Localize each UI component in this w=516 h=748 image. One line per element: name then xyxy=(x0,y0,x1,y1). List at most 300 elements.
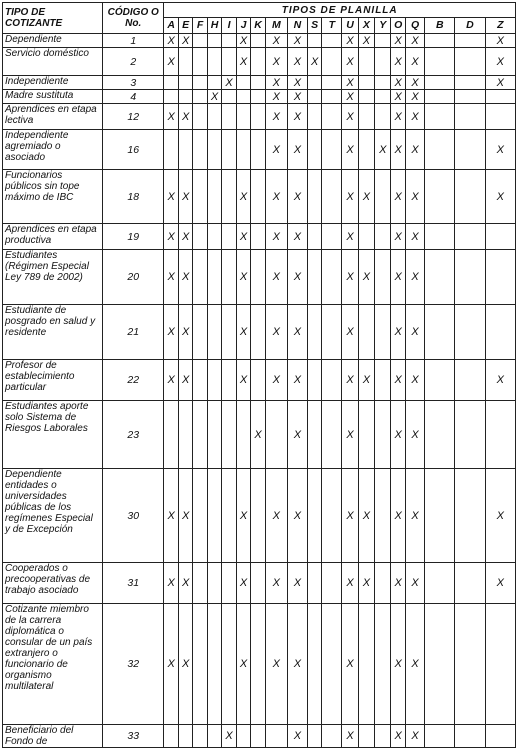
cotizante-code: 1 xyxy=(103,34,164,48)
mark-z: X xyxy=(485,469,515,563)
empty-cell xyxy=(307,224,321,250)
mark-x: X xyxy=(358,34,374,48)
mark-e: X xyxy=(178,170,192,224)
empty-cell xyxy=(207,725,222,748)
cotizante-code: 32 xyxy=(103,604,164,725)
empty-cell xyxy=(307,104,321,130)
empty-cell xyxy=(322,170,342,224)
empty-cell xyxy=(164,401,179,469)
empty-cell xyxy=(207,360,222,401)
cotizante-name: Profesor de establecimiento particular xyxy=(3,360,103,401)
mark-q: X xyxy=(405,90,424,104)
empty-cell xyxy=(207,48,222,76)
empty-cell xyxy=(455,401,485,469)
cotizante-code: 23 xyxy=(103,401,164,469)
empty-cell xyxy=(193,725,207,748)
mark-a: X xyxy=(164,604,179,725)
table-row xyxy=(3,170,516,224)
cotizante-name: Estudiantes aporte solo Sistema de Riesgos Laborales xyxy=(3,401,103,469)
empty-cell xyxy=(375,250,391,305)
mark-m: X xyxy=(265,76,287,90)
mark-o: X xyxy=(391,224,406,250)
empty-cell xyxy=(307,469,321,563)
empty-cell xyxy=(193,170,207,224)
cotizante-code: 21 xyxy=(103,305,164,360)
mark-q: X xyxy=(405,104,424,130)
table-row xyxy=(3,48,516,76)
cotizante-name: Servicio doméstico xyxy=(3,48,103,76)
empty-cell xyxy=(485,604,515,725)
mark-n: X xyxy=(287,90,307,104)
empty-cell xyxy=(222,563,236,604)
cotizante-code: 2 xyxy=(103,48,164,76)
empty-cell xyxy=(178,76,192,90)
empty-cell xyxy=(207,104,222,130)
cotizante-name: Madre sustituta xyxy=(3,90,103,104)
empty-cell xyxy=(425,170,455,224)
mark-u: X xyxy=(342,563,358,604)
mark-x: X xyxy=(358,250,374,305)
mark-m: X xyxy=(265,90,287,104)
cotizante-name: Cotizante miembro de la carrera diplomática o consular de un país extranjero o funcionario de organismo multilateral xyxy=(3,604,103,725)
planilla-letter-d: D xyxy=(455,18,485,34)
empty-cell xyxy=(251,104,266,130)
empty-cell xyxy=(222,34,236,48)
planilla-letter-n: N xyxy=(287,18,307,34)
empty-cell xyxy=(375,563,391,604)
mark-q: X xyxy=(405,76,424,90)
mark-u: X xyxy=(342,224,358,250)
mark-a: X xyxy=(164,305,179,360)
mark-x: X xyxy=(358,563,374,604)
empty-cell xyxy=(455,563,485,604)
planilla-letter-e: E xyxy=(178,18,192,34)
mark-o: X xyxy=(391,401,406,469)
table-row xyxy=(3,224,516,250)
empty-cell xyxy=(375,725,391,748)
empty-cell xyxy=(425,360,455,401)
table-row xyxy=(3,76,516,90)
mark-u: X xyxy=(342,469,358,563)
empty-cell xyxy=(222,250,236,305)
empty-cell xyxy=(207,224,222,250)
empty-cell xyxy=(164,725,179,748)
empty-cell xyxy=(322,34,342,48)
mark-u: X xyxy=(342,104,358,130)
empty-cell xyxy=(307,305,321,360)
empty-cell xyxy=(322,360,342,401)
empty-cell xyxy=(207,469,222,563)
empty-cell xyxy=(375,104,391,130)
empty-cell xyxy=(251,170,266,224)
empty-cell xyxy=(222,469,236,563)
empty-cell xyxy=(193,76,207,90)
mark-q: X xyxy=(405,360,424,401)
empty-cell xyxy=(375,469,391,563)
mark-i: X xyxy=(222,76,236,90)
mark-o: X xyxy=(391,563,406,604)
mark-o: X xyxy=(391,76,406,90)
planilla-letter-a: A xyxy=(164,18,179,34)
mark-s: X xyxy=(307,48,321,76)
mark-o: X xyxy=(391,130,406,170)
empty-cell xyxy=(236,104,250,130)
empty-cell xyxy=(307,725,321,748)
mark-o: X xyxy=(391,604,406,725)
empty-cell xyxy=(358,90,374,104)
mark-n: X xyxy=(287,170,307,224)
empty-cell xyxy=(358,130,374,170)
table-row xyxy=(3,725,516,748)
planilla-letter-q: Q xyxy=(405,18,424,34)
mark-m: X xyxy=(265,360,287,401)
cotizante-code: 30 xyxy=(103,469,164,563)
planilla-letter-t: T xyxy=(322,18,342,34)
empty-cell xyxy=(425,130,455,170)
empty-cell xyxy=(358,604,374,725)
empty-cell xyxy=(207,563,222,604)
empty-cell xyxy=(358,48,374,76)
mark-m: X xyxy=(265,563,287,604)
mark-n: X xyxy=(287,305,307,360)
empty-cell xyxy=(164,76,179,90)
empty-cell xyxy=(236,401,250,469)
mark-m: X xyxy=(265,34,287,48)
mark-q: X xyxy=(405,469,424,563)
mark-e: X xyxy=(178,604,192,725)
cotizante-name: Independiente xyxy=(3,76,103,90)
empty-cell xyxy=(307,76,321,90)
table-row xyxy=(3,130,516,170)
empty-cell xyxy=(425,90,455,104)
mark-a: X xyxy=(164,563,179,604)
mark-o: X xyxy=(391,48,406,76)
empty-cell xyxy=(251,305,266,360)
mark-n: X xyxy=(287,76,307,90)
mark-q: X xyxy=(405,305,424,360)
empty-cell xyxy=(178,725,192,748)
empty-cell xyxy=(251,224,266,250)
planilla-letter-m: M xyxy=(265,18,287,34)
mark-j: X xyxy=(236,170,250,224)
mark-a: X xyxy=(164,360,179,401)
mark-j: X xyxy=(236,34,250,48)
empty-cell xyxy=(207,170,222,224)
empty-cell xyxy=(164,90,179,104)
cotizante-planilla-table xyxy=(2,2,516,748)
mark-q: X xyxy=(405,170,424,224)
empty-cell xyxy=(193,90,207,104)
empty-cell xyxy=(222,90,236,104)
empty-cell xyxy=(164,130,179,170)
empty-cell xyxy=(455,469,485,563)
empty-cell xyxy=(222,224,236,250)
mark-u: X xyxy=(342,76,358,90)
mark-u: X xyxy=(342,401,358,469)
planilla-letter-h: H xyxy=(207,18,222,34)
tipo-cotizante-header: TIPO DE COTIZANTE xyxy=(3,3,103,34)
empty-cell xyxy=(307,250,321,305)
empty-cell xyxy=(455,250,485,305)
empty-cell xyxy=(375,401,391,469)
empty-cell xyxy=(251,563,266,604)
empty-cell xyxy=(307,130,321,170)
mark-m: X xyxy=(265,305,287,360)
mark-q: X xyxy=(405,563,424,604)
empty-cell xyxy=(307,360,321,401)
planilla-letter-b: B xyxy=(425,18,455,34)
empty-cell xyxy=(455,170,485,224)
planilla-letter-i: I xyxy=(222,18,236,34)
empty-cell xyxy=(251,469,266,563)
empty-cell xyxy=(207,401,222,469)
empty-cell xyxy=(375,48,391,76)
empty-cell xyxy=(375,170,391,224)
mark-n: X xyxy=(287,34,307,48)
empty-cell xyxy=(358,104,374,130)
mark-e: X xyxy=(178,563,192,604)
cotizante-code: 16 xyxy=(103,130,164,170)
mark-o: X xyxy=(391,360,406,401)
empty-cell xyxy=(193,563,207,604)
mark-o: X xyxy=(391,469,406,563)
table-row xyxy=(3,34,516,48)
mark-e: X xyxy=(178,360,192,401)
empty-cell xyxy=(322,224,342,250)
cotizante-name: Dependiente xyxy=(3,34,103,48)
empty-cell xyxy=(425,725,455,748)
empty-cell xyxy=(207,76,222,90)
empty-cell xyxy=(251,90,266,104)
mark-n: X xyxy=(287,725,307,748)
empty-cell xyxy=(455,725,485,748)
mark-u: X xyxy=(342,604,358,725)
empty-cell xyxy=(485,250,515,305)
empty-cell xyxy=(322,563,342,604)
empty-cell xyxy=(322,469,342,563)
empty-cell xyxy=(322,130,342,170)
empty-cell xyxy=(307,34,321,48)
table-body xyxy=(3,34,516,748)
table-row xyxy=(3,469,516,563)
mark-q: X xyxy=(405,401,424,469)
mark-k: X xyxy=(251,401,266,469)
mark-a: X xyxy=(164,170,179,224)
empty-cell xyxy=(375,604,391,725)
empty-cell xyxy=(178,90,192,104)
empty-cell xyxy=(222,401,236,469)
empty-cell xyxy=(485,224,515,250)
empty-cell xyxy=(193,604,207,725)
mark-h: X xyxy=(207,90,222,104)
empty-cell xyxy=(425,34,455,48)
mark-x: X xyxy=(358,170,374,224)
empty-cell xyxy=(251,48,266,76)
planilla-letter-y: Y xyxy=(375,18,391,34)
empty-cell xyxy=(375,90,391,104)
mark-u: X xyxy=(342,48,358,76)
cotizante-code: 20 xyxy=(103,250,164,305)
mark-j: X xyxy=(236,563,250,604)
empty-cell xyxy=(307,401,321,469)
empty-cell xyxy=(178,130,192,170)
mark-o: X xyxy=(391,104,406,130)
cotizante-name: Estudiante de posgrado en salud y residente xyxy=(3,305,103,360)
empty-cell xyxy=(425,305,455,360)
empty-cell xyxy=(455,604,485,725)
mark-z: X xyxy=(485,170,515,224)
mark-e: X xyxy=(178,305,192,360)
cotizante-name: Estudiantes (Régimen Especial Ley 789 de 2002) xyxy=(3,250,103,305)
mark-o: X xyxy=(391,170,406,224)
empty-cell xyxy=(265,401,287,469)
table-row xyxy=(3,360,516,401)
empty-cell xyxy=(375,76,391,90)
header-row xyxy=(3,3,516,18)
mark-j: X xyxy=(236,604,250,725)
mark-n: X xyxy=(287,401,307,469)
empty-cell xyxy=(222,305,236,360)
mark-u: X xyxy=(342,170,358,224)
empty-cell xyxy=(425,224,455,250)
empty-cell xyxy=(455,104,485,130)
empty-cell xyxy=(251,76,266,90)
mark-j: X xyxy=(236,360,250,401)
cotizante-name: Beneficiario del Fondo de xyxy=(3,725,103,748)
empty-cell xyxy=(455,305,485,360)
mark-j: X xyxy=(236,469,250,563)
empty-cell xyxy=(222,104,236,130)
empty-cell xyxy=(251,34,266,48)
empty-cell xyxy=(193,104,207,130)
mark-j: X xyxy=(236,224,250,250)
planilla-letter-x: X xyxy=(358,18,374,34)
mark-a: X xyxy=(164,250,179,305)
empty-cell xyxy=(485,90,515,104)
empty-cell xyxy=(265,725,287,748)
mark-e: X xyxy=(178,34,192,48)
empty-cell xyxy=(425,401,455,469)
table-row xyxy=(3,305,516,360)
empty-cell xyxy=(236,725,250,748)
table-row xyxy=(3,104,516,130)
empty-cell xyxy=(193,250,207,305)
mark-q: X xyxy=(405,725,424,748)
empty-cell xyxy=(455,130,485,170)
empty-cell xyxy=(207,130,222,170)
mark-e: X xyxy=(178,469,192,563)
empty-cell xyxy=(485,305,515,360)
tipos-planilla-header: TIPOS DE PLANILLA xyxy=(164,3,516,18)
mark-o: X xyxy=(391,250,406,305)
empty-cell xyxy=(307,604,321,725)
planilla-letter-z: Z xyxy=(485,18,515,34)
mark-n: X xyxy=(287,360,307,401)
cotizante-code: 4 xyxy=(103,90,164,104)
empty-cell xyxy=(222,130,236,170)
mark-m: X xyxy=(265,604,287,725)
mark-a: X xyxy=(164,34,179,48)
mark-z: X xyxy=(485,130,515,170)
table-row xyxy=(3,401,516,469)
empty-cell xyxy=(193,48,207,76)
empty-cell xyxy=(193,401,207,469)
planilla-letter-k: K xyxy=(251,18,266,34)
cotizante-code: 33 xyxy=(103,725,164,748)
mark-z: X xyxy=(485,360,515,401)
cotizante-code: 18 xyxy=(103,170,164,224)
empty-cell xyxy=(322,104,342,130)
empty-cell xyxy=(322,250,342,305)
cotizante-name: Dependiente entidades o universidades públicas de los regímenes Especial y de Excepción xyxy=(3,469,103,563)
mark-e: X xyxy=(178,104,192,130)
empty-cell xyxy=(425,563,455,604)
empty-cell xyxy=(322,604,342,725)
empty-cell xyxy=(251,130,266,170)
mark-a: X xyxy=(164,48,179,76)
cotizante-name: Aprendices en etapa lectiva xyxy=(3,104,103,130)
mark-u: X xyxy=(342,130,358,170)
mark-o: X xyxy=(391,90,406,104)
mark-e: X xyxy=(178,250,192,305)
empty-cell xyxy=(193,224,207,250)
mark-u: X xyxy=(342,34,358,48)
mark-m: X xyxy=(265,250,287,305)
empty-cell xyxy=(193,34,207,48)
empty-cell xyxy=(193,469,207,563)
mark-q: X xyxy=(405,250,424,305)
mark-q: X xyxy=(405,130,424,170)
cotizante-name: Aprendices en etapa productiva xyxy=(3,224,103,250)
mark-u: X xyxy=(342,725,358,748)
mark-m: X xyxy=(265,170,287,224)
mark-x: X xyxy=(358,469,374,563)
mark-i: X xyxy=(222,725,236,748)
mark-x: X xyxy=(358,360,374,401)
empty-cell xyxy=(251,725,266,748)
mark-m: X xyxy=(265,224,287,250)
empty-cell xyxy=(207,604,222,725)
empty-cell xyxy=(455,224,485,250)
empty-cell xyxy=(251,250,266,305)
planilla-letter-o: O xyxy=(391,18,406,34)
empty-cell xyxy=(236,90,250,104)
planilla-letter-f: F xyxy=(193,18,207,34)
empty-cell xyxy=(485,401,515,469)
empty-cell xyxy=(358,76,374,90)
empty-cell xyxy=(193,130,207,170)
table-row xyxy=(3,604,516,725)
cotizante-name: Cooperados o precooperativas de trabajo asociado xyxy=(3,563,103,604)
cotizante-code: 12 xyxy=(103,104,164,130)
mark-m: X xyxy=(265,48,287,76)
mark-z: X xyxy=(485,48,515,76)
cotizante-code: 22 xyxy=(103,360,164,401)
mark-o: X xyxy=(391,725,406,748)
empty-cell xyxy=(251,604,266,725)
mark-n: X xyxy=(287,563,307,604)
table-row xyxy=(3,90,516,104)
empty-cell xyxy=(455,48,485,76)
mark-m: X xyxy=(265,130,287,170)
empty-cell xyxy=(222,170,236,224)
empty-cell xyxy=(375,224,391,250)
empty-cell xyxy=(425,104,455,130)
cotizante-code: 3 xyxy=(103,76,164,90)
empty-cell xyxy=(375,360,391,401)
mark-n: X xyxy=(287,48,307,76)
codigo-header: CÓDIGO O No. xyxy=(103,3,164,34)
